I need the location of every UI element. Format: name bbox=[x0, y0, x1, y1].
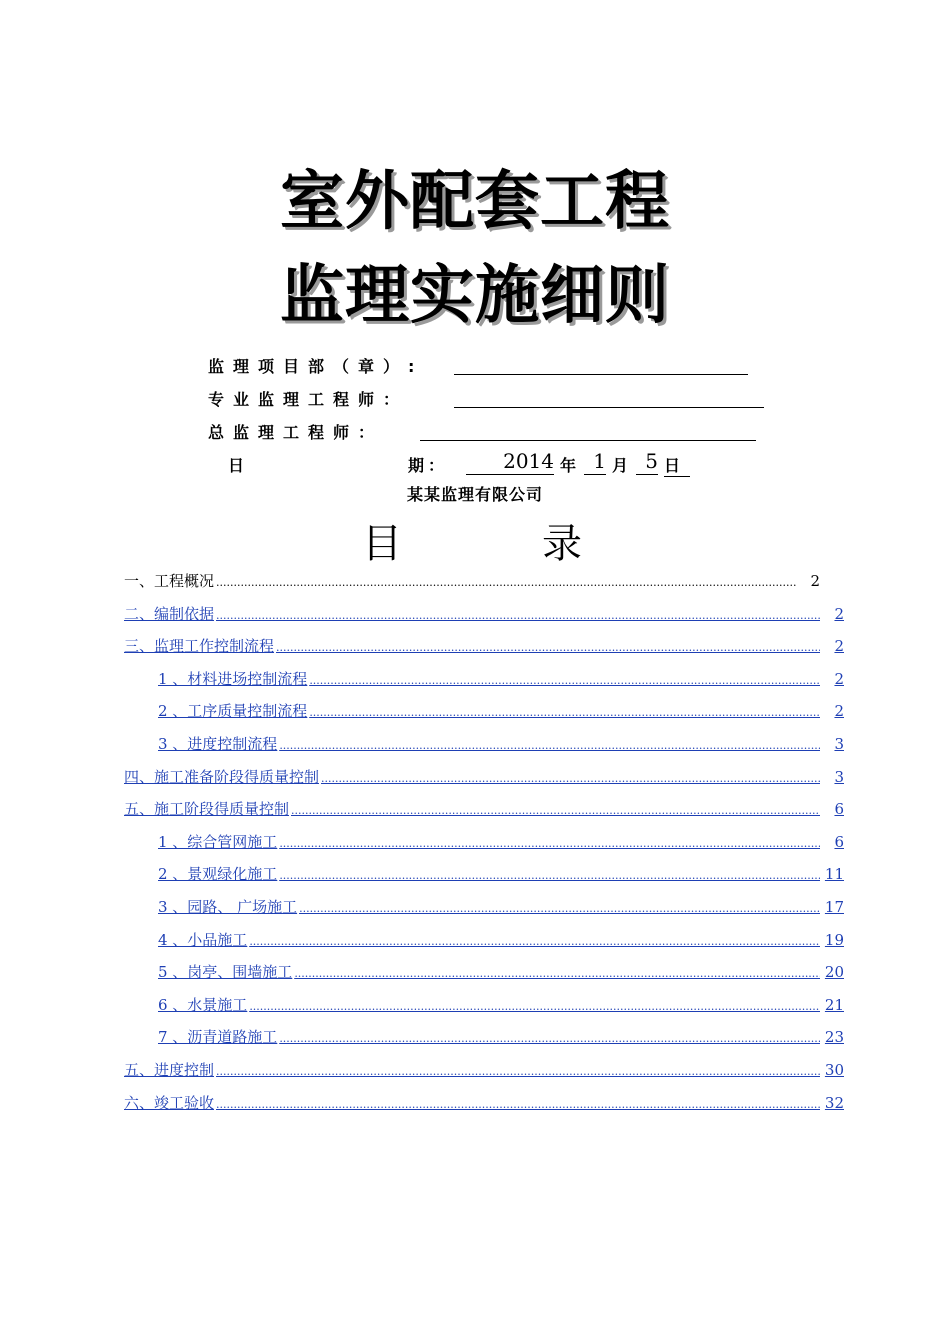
toc-entry-page-number: 2 bbox=[834, 702, 844, 720]
toc-entry-leader bbox=[249, 929, 820, 953]
toc-entry-page-number: 6 bbox=[834, 833, 844, 851]
toc-entry-leader bbox=[279, 831, 820, 855]
toc-entry[interactable] bbox=[124, 1059, 844, 1081]
toc-entry[interactable] bbox=[124, 961, 844, 983]
toc-entry-label: 二、编制依据 bbox=[124, 605, 215, 623]
signature-line bbox=[420, 440, 756, 441]
toc-entry-label: 五、进度控制 bbox=[124, 1061, 215, 1079]
toc-entry-page-number: 23 bbox=[824, 1028, 844, 1046]
toc-entry-page-number: 3 bbox=[834, 768, 844, 786]
toc-entry[interactable] bbox=[124, 863, 844, 885]
toc-entry-page-number: 2 bbox=[834, 637, 844, 655]
toc-entry-label: 2 、景观绿化施工 bbox=[158, 865, 278, 883]
toc-entry[interactable] bbox=[124, 896, 844, 918]
date-year: 2014 bbox=[466, 449, 554, 475]
signature-label: 监理项目部（章）: bbox=[208, 357, 424, 376]
toc-entry-leader bbox=[279, 863, 820, 887]
toc-entry-page-number: 2 bbox=[810, 572, 820, 590]
toc-entry-page-number: 17 bbox=[824, 898, 844, 916]
toc-entry-leader bbox=[279, 1026, 820, 1050]
toc-entry-label: 一、工程概况 bbox=[124, 572, 215, 590]
toc-entry[interactable] bbox=[124, 798, 844, 820]
document-title-line-1: 室外配套工程 bbox=[280, 165, 670, 239]
toc-entry-leader bbox=[276, 635, 820, 659]
toc-entry-leader bbox=[216, 1059, 820, 1083]
toc-entry-label: 三、监理工作控制流程 bbox=[124, 637, 275, 655]
toc-entry-leader bbox=[216, 570, 796, 594]
toc-entry bbox=[124, 570, 820, 592]
toc-entry-page-number: 30 bbox=[824, 1061, 844, 1079]
toc-entry-page-number: 32 bbox=[824, 1094, 844, 1112]
toc-entry-page-number: 2 bbox=[834, 670, 844, 688]
toc-entry-label: 3 、园路、 广场施工 bbox=[158, 898, 298, 916]
toc-entry-leader bbox=[216, 1092, 820, 1116]
toc-entry-label: 1 、材料进场控制流程 bbox=[158, 670, 308, 688]
toc-entry-page-number: 20 bbox=[824, 963, 844, 981]
signature-line bbox=[454, 407, 764, 408]
toc-entry-leader bbox=[294, 961, 820, 985]
date-month-unit: 月 bbox=[612, 456, 629, 475]
toc-entry-label: 五、施工阶段得质量控制 bbox=[124, 800, 290, 818]
toc-entry-label: 四、施工准备阶段得质量控制 bbox=[124, 768, 320, 786]
toc-entry[interactable] bbox=[124, 668, 844, 690]
toc-entry-label: 1 、综合管网施工 bbox=[158, 833, 278, 851]
toc-entry-leader bbox=[299, 896, 820, 920]
toc-entry-leader bbox=[309, 700, 820, 724]
toc-entry[interactable] bbox=[124, 994, 844, 1016]
toc-entry[interactable] bbox=[124, 831, 844, 853]
toc-entry[interactable] bbox=[124, 1026, 844, 1048]
toc-entry-leader bbox=[321, 766, 820, 790]
date-label-end: 期： bbox=[408, 456, 449, 475]
toc-entry-label: 6 、水景施工 bbox=[158, 996, 248, 1014]
signature-line bbox=[454, 374, 748, 375]
toc-entry[interactable] bbox=[124, 929, 844, 951]
toc-entry-label: 2 、工序质量控制流程 bbox=[158, 702, 308, 720]
document-title-line-2: 监理实施细则 bbox=[280, 259, 670, 333]
toc-entry-leader bbox=[309, 668, 820, 692]
company-name: 某某监理有限公司 bbox=[406, 485, 543, 504]
toc-entry[interactable] bbox=[124, 766, 844, 788]
toc-entry-leader bbox=[279, 733, 820, 757]
toc-heading bbox=[0, 512, 950, 567]
toc-entry-label: 4 、小品施工 bbox=[158, 931, 248, 949]
toc-entry[interactable] bbox=[124, 733, 844, 755]
toc-entry-label: 六、竣工验收 bbox=[124, 1094, 215, 1112]
toc-entry-page-number: 19 bbox=[824, 931, 844, 949]
toc-entry-leader bbox=[249, 994, 820, 1018]
signature-label: 总监理工程师： bbox=[208, 423, 384, 442]
date-year-unit: 年 bbox=[560, 456, 577, 475]
toc-entry-page-number: 21 bbox=[824, 996, 844, 1014]
toc-entry-label: 5 、岗亭、围墙施工 bbox=[158, 963, 293, 981]
toc-entry-label: 3 、进度控制流程 bbox=[158, 735, 278, 753]
toc-entry-page-number: 6 bbox=[834, 800, 844, 818]
toc-entry-leader bbox=[216, 603, 820, 627]
date-day: 5 bbox=[636, 449, 658, 475]
date-label-start: 日 bbox=[228, 456, 245, 475]
toc-entry[interactable] bbox=[124, 700, 844, 722]
date-month: 1 bbox=[584, 449, 606, 475]
toc-entry[interactable] bbox=[124, 1092, 844, 1114]
toc-entry-label: 7 、沥青道路施工 bbox=[158, 1028, 278, 1046]
toc-entry-page-number: 3 bbox=[834, 735, 844, 753]
toc-entry[interactable] bbox=[124, 603, 844, 625]
toc-entry[interactable] bbox=[124, 635, 844, 657]
toc-heading-char-1: 目 bbox=[362, 521, 402, 567]
signature-label: 专业监理工程师： bbox=[208, 390, 409, 409]
date-day-unit: 日 bbox=[664, 453, 690, 477]
toc-heading-char-2: 录 bbox=[542, 521, 582, 567]
toc-entry-page-number: 2 bbox=[834, 605, 844, 623]
toc-entry-page-number: 11 bbox=[824, 865, 844, 883]
toc-entry-leader bbox=[291, 798, 820, 822]
